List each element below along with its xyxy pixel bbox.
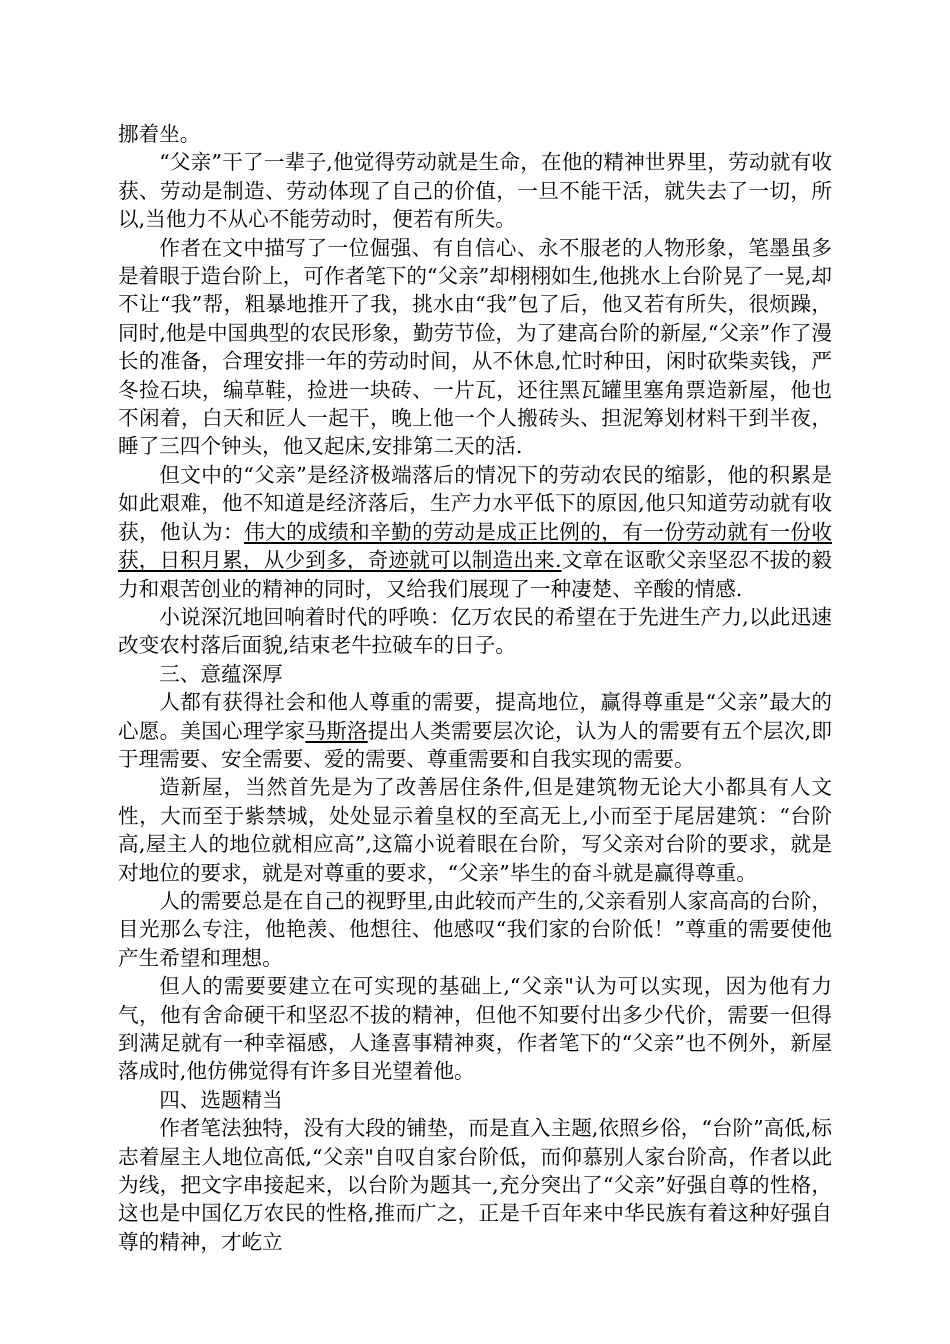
paragraph-character-portrait: 作者在文中描写了一位倔强、有自信心、永不服老的人物形象，笔墨虽多是着眼于造台阶上，可作者笔下的“父亲”却栩栩如生,他挑水上台阶晃了一晃,却不让“我”帮，粗暴地推开了我，挑水由“我”包了后，他又若有所失，很烦躁，同时,他是中国典型的农民形象，勤劳节俭，为了建高台阶的新屋,“父亲”作了漫长的准备，合理安排一年的劳动时间，从不休息,忙时种田，闲时砍柴卖钱，严冬捡石块，编草鞋，捡进一块砖、一片瓦，还往黑瓦罐里塞角票造新屋，他也不闲着，白天和匠人一起干，晚上他一个人搬砖头、担泥筹划材料干到半夜，睡了三四个钟头，他又起床,安排第二天的活. [118,235,832,459]
paragraph-achievable-needs: 但人的需要要建立在可实现的基础上,“父亲"认为可以实现，因为他有力气，他有舍命硬干和坚忍不拔的精神，但他不知要付出多少代价，需要一但得到满足就有一种幸福感，人逢喜事精神爽，作者笔下的“父亲”也不例外，新屋落成时,他仿佛觉得有许多目光望着他。 [118,974,832,1084]
paragraph-economic-backwardness [118,461,832,603]
paragraph-text: 文章在讴歌父亲坚忍不拔的毅力和艰苦创业的精神的同时，又给我们展现了一种凄楚、辛酸的情感. [118,548,832,601]
paragraph-need-for-respect [118,688,832,773]
paragraph-text: 人都有获得社会和他人尊重的需要，提高地位，赢得尊重是“父亲”最大的心愿。美国心理学家 [118,690,832,743]
paragraph-text: 但文中的“父亲”是经济极端落后的情况下的劳动农民的缩影，他的积累是如此艰难，他不知道是经济落后，生产力水平低下的原因,他只知道劳动就有收获，他认为： [118,462,832,544]
document-body [118,120,832,1256]
section-heading-4: 四、选题精当 [159,1087,283,1112]
paragraph-call-of-times: 小说深沉地回响着时代的呼唤：亿万农民的希望在于先进生产力,以此迅速改变农村落后面貌,结束老牛拉破车的日子。 [118,604,832,658]
paragraph-vision: 人的需要总是在自己的视野里,由此较而产生的,父亲看别人家高高的台阶，目光那么专注，他艳羡、他想往、他感叹“我们家的台阶低！”尊重的需要使他产生希望和理想。 [118,888,832,970]
paragraph-continuation: 挪着坐。 [118,122,201,146]
paragraph-text: 提出人类需要层次论，认为人的需要有五个层次,即于理需要、安全需要、爱的需要、尊重需要和自我实现的需要。 [118,718,833,771]
underlined-quote: 伟大的成绩和辛勤的劳动是成正比例的，有一份劳动就有一份收获，日积月累，从少到多，奇迹就可以制造出来. [118,519,833,573]
section-heading-3: 三、意蕴深厚 [159,661,283,686]
paragraph-topic-choice: 作者笔法独特，没有大段的铺垫，而是直入主题,依照乡俗，“台阶”高低,标志着屋主人地位高低,“父亲"自叹自家台阶低，而仰慕别人家台阶高，作者以此为线，把文字串接起来，以台阶为题其一,充分突出了“父亲”好强自尊的性格，这也是中国亿万农民的性格,推而广之，正是千百年来中华民族有着这种好强自尊的精神，才屹立 [118,1116,832,1254]
underlined-name-link[interactable]: 马斯洛 [305,718,368,743]
paragraph-labor-is-life: “父亲”干了一辈子,他觉得劳动就是生命，在他的精神世界里，劳动就有收获、劳动是制造、劳动体现了自己的价值，一旦不能干活，就失去了一切，所以,当他力不从心不能劳动时，便若有所失。 [118,150,832,232]
paragraph-new-house: 造新屋，当然首先是为了改善居住条件,但是建筑物无论大小都具有人文性，大而至于紫禁城，处处显示着皇权的至高无上,小而至于尾居建筑：“台阶高,屋主人的地位就相应高”,这篇小说着眼在台阶，写父亲对台阶的要求，就是对地位的要求，就是对尊重的要求，“父亲”毕生的奋斗就是赢得尊重。 [118,775,832,885]
